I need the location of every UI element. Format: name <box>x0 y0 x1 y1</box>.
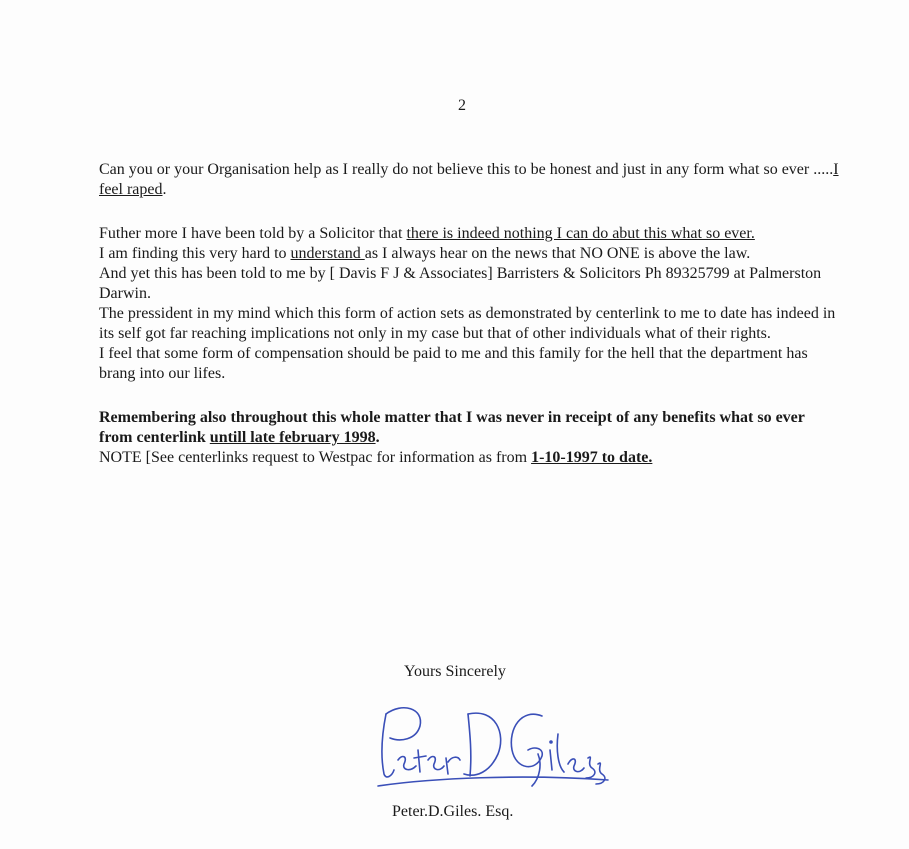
text: . <box>162 181 167 198</box>
paragraph-remembering <box>99 408 839 448</box>
paragraph-note <box>99 448 839 468</box>
paragraph-compensation: I feel that some form of compensation should be paid to me and this family for the hell that the department has brang into our lifes. <box>99 345 808 382</box>
text: Remembering also throughout this whole matter that I was never in receipt of any benefits what so ever from centerlink <box>99 409 805 446</box>
underlined-text: I feel raped <box>99 161 839 198</box>
underlined-date: 1-10-1997 to date. <box>531 449 653 466</box>
paragraph-understand <box>99 244 839 264</box>
closing-salutation: Yours Sincerely <box>404 663 506 680</box>
paragraph-precedent: The pressident in my mind which this form of action sets as demonstrated by centerlink to me to date has indeed in its self got far reaching implications not only in my case but that of other individuals what of their rights. <box>99 305 836 342</box>
letter-body <box>99 160 839 468</box>
signer-name: Peter.D.Giles. Esq. <box>392 803 514 820</box>
underlined-text: untill late february 1998 <box>209 429 376 446</box>
paragraph-barristers: And yet this has been told to me by [ Davis F J & Associates] Barristers & Solicitors Ph 89325799 at Palmerston Darwin. <box>99 265 822 302</box>
underlined-text: there is indeed nothing I can do abut this what so ever. <box>406 225 755 242</box>
paragraph-solicitor <box>99 224 839 244</box>
text: NOTE [See centerlinks request to Westpac for information as from <box>99 449 532 466</box>
page-number: 2 <box>458 97 466 114</box>
text: I am finding this very hard to <box>99 245 291 262</box>
text: Can you or your Organisation help as I really do not believe this to be honest and just in any form what so ever ..... <box>99 161 834 178</box>
text: Futher more I have been told by a Solicitor that <box>99 225 407 242</box>
handwritten-signature <box>372 694 612 794</box>
text: as I always hear on the news that NO ONE is above the law. <box>364 245 751 262</box>
text: . <box>375 429 380 446</box>
paragraph-help-request <box>99 160 839 200</box>
underlined-text: understand <box>290 245 365 262</box>
